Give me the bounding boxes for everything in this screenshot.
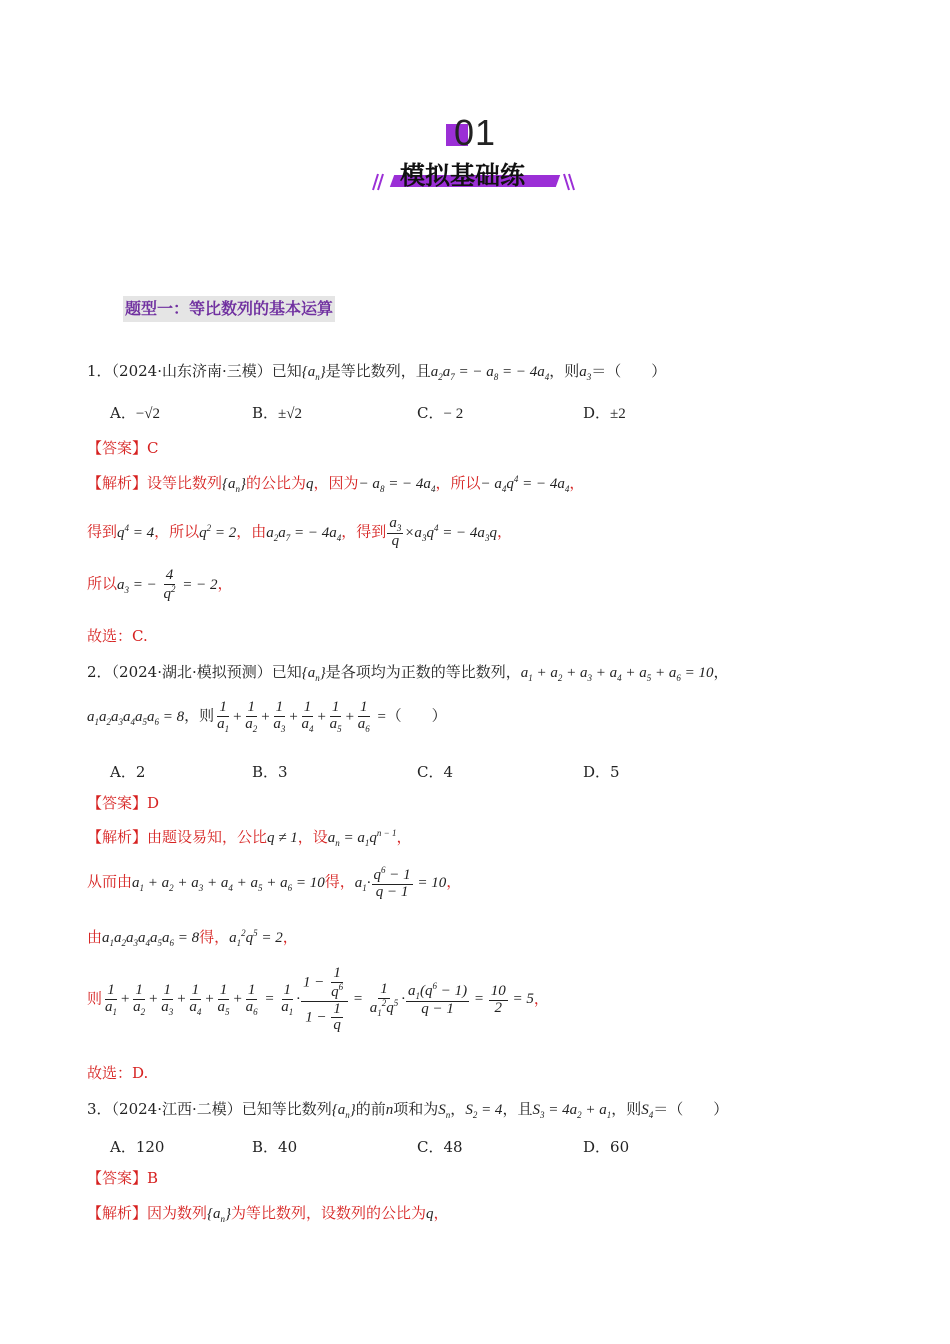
q3-option-b[interactable]: B．40: [252, 1138, 298, 1156]
section-number: 01: [454, 112, 497, 153]
q3-answer: 【答案】B: [87, 1169, 159, 1187]
q2-product-condition: $a_1a_2a_3a_4a_5a_6 = 8$: [87, 708, 185, 727]
q2-option-b[interactable]: B．3: [252, 763, 288, 781]
q1-conclusion: 故选：C.: [87, 627, 148, 645]
q2-answer: 【答案】D: [87, 794, 160, 812]
q1-answer: 【答案】C: [87, 439, 159, 457]
q2-option-d[interactable]: D．5: [583, 763, 620, 781]
q1-option-c[interactable]: C．− 2: [417, 404, 464, 422]
q2-stem-line2: $a_1a_2a_3a_4a_5a_6 = 8$，则 $\frac{1}{a_1}$ + $\frac{1}{a_2}$ + $\frac{1}{a_3}$ + $\frac{1}{a_4}$ + $\frac{1}{a_5}$ + $\frac{1}{a_6}$ =（ ）: [87, 699, 447, 734]
q1-analysis-line3: 所以$a_3$ = − $\frac{4}{q^2}$ = − 2，: [87, 567, 233, 602]
q2-analysis-line2: 从而由$a_1 + a_2 + a_3 + a_4 + a_5 + a_6 = 10$得，$a_1\cdot$ $\frac{q^6 - 1}{q - 1}$ = 10，: [87, 865, 462, 900]
q1-stem: 1．（2024·山东济南·三模）已知$\{a_n\}$是等比数列，且$a_2a_7$ = − $a_8$ = − $4a_4$，则$a_3=$（ ）: [87, 362, 667, 382]
q2-option-a[interactable]: A．2: [110, 763, 146, 781]
q2-stem: 2．（2024·湖北·模拟预测）已知$\{a_n\}$是各项均为正数的等比数列，$a_1 + a_2 + a_3 + a_4 + a_5 + a_6 = 10$，: [87, 663, 729, 683]
q2-analysis-line4: 则 $\frac{1}{a_1}$ + $\frac{1}{a_2}$ + $\frac{1}{a_3}$ + $\frac{1}{a_4}$ + $\frac{1}{a_5}$ + $\frac{1}{a_6}$ = $\frac{1}{a_1}$ · 1 − $\frac{1}{q^6}$ 1 − $\frac{1}{q}$ = $\frac{1}{a_1^2q^5}$ · $\frac{a_1(q^6 - 1)}{q - 1}$ = $\frac{10}{2}$ = 5，: [87, 965, 549, 1034]
q2-conclusion: 故选：D.: [87, 1064, 149, 1082]
q2-analysis-line1: 【解析】由题设易知，公比q ≠ 1，设$a_n = a_1q^{n - 1}$，: [87, 828, 412, 848]
section-title: [123, 296, 335, 322]
q2-sum-condition: $a_1 + a_2 + a_3 + a_4 + a_5 + a_6 = 10$: [520, 665, 714, 683]
header-badge: [370, 112, 580, 202]
section-banner-title: 模拟基础练: [400, 161, 526, 190]
q3-option-d[interactable]: D．60: [583, 1138, 630, 1156]
q3-option-a[interactable]: A．120: [110, 1138, 165, 1156]
seq-an: $\{a_n\}$: [301, 364, 326, 382]
q1-analysis-line2: 得到$q^4 = 4$，所以$q^2 = 2$，由$a_2a_7$ = − $4a_4$，得到 $\frac{a_3}{q}$ $\times a_3q^4$ = − $4a_3q$，: [87, 515, 512, 550]
q3-option-c[interactable]: C．48: [417, 1138, 463, 1156]
q1-option-b[interactable]: B．±√2: [252, 404, 302, 422]
q1-option-a[interactable]: A．−√2: [110, 404, 161, 422]
q2-option-c[interactable]: C．4: [417, 763, 454, 781]
q3-stem: 3．（2024·江西·二模）已知等比数列$\{a_n\}$的前n项和为$S_n$，$S_2 = 4$，且$S_3 = 4a_2 + a_1$，则$S_4=$（ ）: [87, 1100, 729, 1120]
right-slash-decoration: [563, 172, 577, 192]
q2-analysis-line3: 由$a_1a_2a_3a_4a_5a_6 = 8$得，$a_1^2q^5 = 2$，: [87, 928, 298, 948]
q1-condition: $a_2a_7$ = − $a_8$ = − $4a_4$: [430, 364, 550, 382]
section-title-text: 题型一：等比数列的基本运算: [125, 299, 334, 318]
q3-analysis-line1: 【解析】因为数列$\{a_n\}$为等比数列，设数列的公比为q，: [87, 1204, 449, 1224]
q1-analysis-line1: 【解析】设等比数列$\{a_n\}$的公比为q，因为− $a_8$ = − $4a_4$，所以− $a_4q^4$ = − $4a_4$，: [87, 474, 585, 494]
left-slash-decoration: [370, 172, 384, 192]
q1-option-d[interactable]: D．±2: [583, 404, 626, 422]
